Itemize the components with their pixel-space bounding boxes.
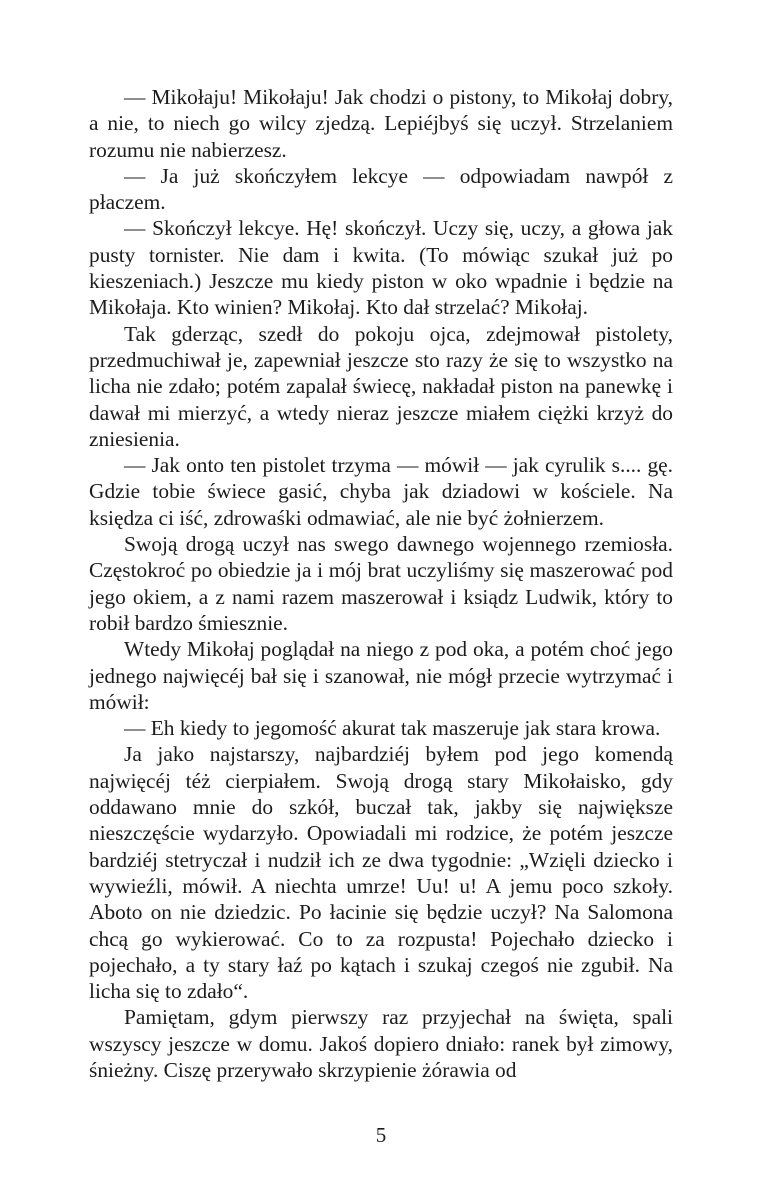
- paragraph: Ja jako najstarszy, najbardziéj byłem pod jego komendą najwięcéj téż cierpiałem. Swoją drogą stary Mikołaisko, gdy oddawano mnie do szkół, buczał tak, jakby się największe nieszczęście wydarzyło. Opowiadali mi rodzice, że potém jeszcze bardziéj stetryczał i nudził ich ze dwa tygodnie: „Wzięli dziecko i wywieźli, mówił. A niechta umrze! Uu! u! A jemu poco szkoły. Aboto on nie dziedzic. Po łacinie się będzie uczył? Na Salomona chcą go wykierować. Co to za rozpusta! Pojechało dziecko i pojechało, a ty stary łaź po kątach i szukaj czegoś nie zgubił. Na licha się to zdało“.: [89, 742, 673, 1004]
- paragraph: Pamiętam, gdym pierwszy raz przyjechał na święta, spali wszyscy jeszcze w domu. Jakoś dopiero dniało: ranek był zimowy, śnieżny. Ciszę przerywało skrzypienie żórawia od: [89, 1005, 673, 1082]
- paragraph: — Skończył lekcye. Hę! skończył. Uczy się, uczy, a głowa jak pusty tornister. Nie dam i kwita. (To mówiąc szukał już po kieszeniach.) Jeszcze mu kiedy piston w oko wpadnie i będzie na Mikołaja. Kto winien? Mikołaj. Kto dał strzelać? Mikołaj.: [89, 216, 673, 320]
- paragraph: — Ja już skończyłem lekcye — odpowiadam nawpół z płaczem.: [89, 163, 673, 215]
- paragraph: Wtedy Mikołaj poglądał na niego z pod oka, a potém choć jego jednego najwięcéj bał się i szanował, nie mógł przecie wytrzymać i mówił:: [89, 637, 673, 714]
- paragraph: Tak gderząc, szedł do pokoju ojca, zdejmował pistolety, przedmuchiwał je, zapewniał jeszcze sto razy że się to wszystko na licha nie zdało; potém zapalał świecę, nakładał piston na panewkę i dawał mi mierzyć, a wtedy nieraz jeszcze miałem ciężki krzyż do zniesienia.: [89, 321, 673, 451]
- paragraph: — Jak onto ten pistolet trzyma — mówił — jak cyrulik s.... gę. Gdzie tobie świece gasić, chyba jak dziadowi w kościele. Na księdza ci iść, zdrowaśki odmawiać, ale nie być żołnierzem.: [89, 453, 673, 530]
- paragraph: — Eh kiedy to jegomość akurat tak maszeruje jak stara krowa.: [124, 716, 661, 741]
- paragraph: Swoją drogą uczył nas swego dawnego wojennego rzemiosła. Częstokroć po obiedzie ja i mój brat uczyliśmy się maszerować pod jego okiem, a z nami razem maszerował i ksiądz Ludwik, który to robił bardzo śmiesznie.: [89, 532, 673, 635]
- page-number: 5: [375, 1123, 387, 1147]
- paragraph: — Mikołaju! Mikołaju! Jak chodzi o pistony, to Mikołaj dobry, a nie, to niech go wilcy zjedzą. Lepiéjbyś się uczył. Strzelaniem rozumu nie nabierzesz.: [89, 85, 673, 162]
- body-text: [89, 84, 673, 1083]
